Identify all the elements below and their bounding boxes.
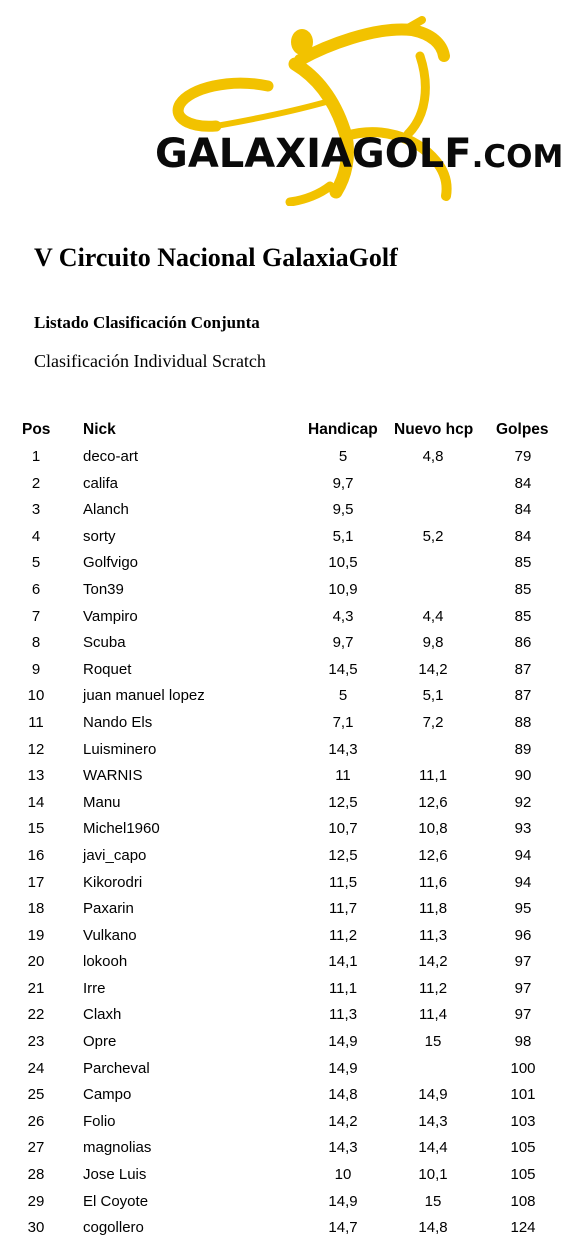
cell-golpes: 108 [510, 1192, 536, 1210]
cell-nuevo-hcp: 11,8 [418, 900, 448, 918]
cell-pos: 27 [27, 1139, 45, 1157]
cell-nuevo-hcp: 5,1 [422, 687, 444, 705]
table-row [0, 923, 563, 950]
cell-nick: Jose Luis [83, 1166, 147, 1184]
cell-pos: 21 [27, 979, 45, 997]
table-row [0, 471, 563, 498]
table-row [0, 497, 563, 524]
cell-handicap: 14,8 [328, 1086, 358, 1104]
cell-nuevo-hcp: 4,8 [422, 448, 444, 465]
cell-nuevo-hcp: 11,3 [418, 926, 448, 944]
cell-nick: deco-art [83, 448, 139, 465]
cell-nick: Roquet [83, 660, 132, 678]
cell-nick: Luisminero [83, 740, 157, 758]
cell-golpes: 87 [514, 687, 532, 705]
cell-golpes: 86 [514, 634, 532, 652]
cell-golpes: 101 [510, 1086, 536, 1104]
document-title: V Circuito Nacional GalaxiaGolf [34, 243, 398, 272]
cell-nuevo-hcp: 11,2 [418, 979, 448, 997]
cell-nick: Irre [83, 979, 106, 997]
cell-golpes: 97 [514, 979, 532, 997]
cell-golpes: 85 [514, 580, 532, 598]
document-subtitle: Listado Clasificación Conjunta [34, 313, 260, 332]
cell-golpes: 96 [514, 926, 532, 944]
cell-nick: Claxh [83, 1006, 122, 1024]
table-row [0, 710, 563, 737]
cell-handicap: 10,7 [328, 820, 358, 838]
cell-nick: Campo [83, 1086, 132, 1104]
table-row [0, 604, 563, 631]
cell-golpes: 103 [510, 1112, 536, 1130]
table-row [0, 1002, 563, 1029]
cell-pos: 24 [27, 1059, 45, 1077]
table-row [0, 976, 563, 1003]
golfer-swoosh-icon [150, 16, 500, 206]
table-row [0, 444, 563, 471]
cell-golpes: 94 [514, 873, 532, 891]
cell-handicap: 14,2 [328, 1112, 358, 1130]
cell-handicap: 14,9 [328, 1059, 358, 1077]
cell-nick: Folio [83, 1112, 116, 1130]
cell-nuevo-hcp: 4,4 [422, 607, 444, 625]
cell-nick: magnolias [83, 1139, 152, 1157]
cell-pos: 5 [31, 554, 41, 572]
cell-nick: El Coyote [83, 1192, 149, 1210]
cell-nick: cogollero [83, 1219, 144, 1237]
cell-pos: 29 [27, 1192, 45, 1210]
cell-golpes: 105 [510, 1166, 536, 1184]
cell-handicap: 11,7 [328, 900, 358, 918]
cell-nuevo-hcp: 11,6 [418, 873, 448, 891]
cell-nuevo-hcp: 9,8 [422, 634, 444, 652]
cell-nick: Michel1960 [83, 820, 160, 838]
table-row [0, 577, 563, 604]
cell-pos: 15 [27, 820, 45, 838]
cell-nuevo-hcp: 12,6 [418, 793, 448, 811]
table-row [0, 657, 563, 684]
cell-handicap: 10,9 [328, 580, 358, 598]
cell-nick: Ton39 [83, 580, 124, 598]
cell-handicap: 7,1 [332, 713, 354, 731]
table-row [0, 683, 563, 710]
cell-pos: 10 [27, 687, 45, 705]
cell-nick: Alanch [83, 501, 129, 519]
cell-nick: Manu [83, 793, 121, 811]
cell-nick: Kikorodri [83, 873, 143, 891]
cell-nuevo-hcp: 14,9 [418, 1086, 448, 1104]
cell-handicap: 5,1 [332, 527, 354, 545]
cell-nuevo-hcp: 15 [424, 1033, 442, 1051]
cell-nuevo-hcp: 14,3 [418, 1112, 448, 1130]
table-row [0, 843, 563, 870]
cell-handicap: 14,5 [328, 660, 358, 678]
table-row [0, 1215, 563, 1242]
cell-pos: 30 [27, 1219, 45, 1237]
cell-nick: sorty [83, 527, 116, 545]
cell-golpes: 105 [510, 1139, 536, 1157]
cell-nick: Paxarin [83, 900, 134, 918]
table-row [0, 630, 563, 657]
cell-nuevo-hcp: 11,4 [418, 1006, 448, 1024]
cell-handicap: 12,5 [328, 846, 358, 864]
cell-pos: 26 [27, 1112, 45, 1130]
cell-golpes: 97 [514, 1006, 532, 1024]
cell-nick: califa [83, 474, 119, 492]
cell-nuevo-hcp: 7,2 [422, 713, 444, 731]
cell-nuevo-hcp: 10,1 [418, 1166, 448, 1184]
cell-handicap: 14,1 [328, 953, 358, 971]
cell-handicap: 5 [338, 687, 348, 705]
cell-nuevo-hcp: 11,1 [418, 767, 448, 785]
cell-handicap: 11,2 [328, 926, 358, 944]
table-row [0, 1162, 563, 1189]
cell-pos: 13 [27, 767, 45, 785]
cell-nick: lokooh [83, 953, 128, 971]
galaxiagolf-logo [150, 16, 563, 206]
cell-pos: 1 [31, 448, 41, 465]
cell-pos: 23 [27, 1033, 45, 1051]
logo-suffix-text: .COM [471, 139, 563, 175]
cell-nuevo-hcp: 12,6 [418, 846, 448, 864]
cell-pos: 22 [27, 1006, 45, 1024]
cell-handicap: 14,3 [328, 740, 358, 758]
cell-handicap: 10 [334, 1166, 352, 1184]
header-handicap: Handicap [308, 421, 378, 438]
cell-handicap: 4,3 [332, 607, 354, 625]
cell-golpes: 87 [514, 660, 532, 678]
cell-handicap: 11,1 [328, 979, 358, 997]
cell-nick: Vampiro [83, 607, 138, 625]
cell-nick: Vulkano [83, 926, 137, 944]
cell-nuevo-hcp: 14,4 [418, 1139, 448, 1157]
cell-golpes: 89 [514, 740, 532, 758]
table-row [0, 1189, 563, 1216]
header-nick: Nick [83, 421, 116, 438]
cell-pos: 8 [31, 634, 41, 652]
cell-handicap: 9,7 [332, 634, 354, 652]
table-row [0, 896, 563, 923]
table-row [0, 1082, 563, 1109]
cell-handicap: 14,7 [328, 1219, 358, 1237]
results-table [0, 416, 563, 1242]
cell-pos: 17 [27, 873, 45, 891]
table-row [0, 1135, 563, 1162]
table-row [0, 949, 563, 976]
cell-pos: 28 [27, 1166, 45, 1184]
cell-pos: 25 [27, 1086, 45, 1104]
logo-wordmark [155, 131, 563, 177]
cell-golpes: 124 [510, 1219, 536, 1237]
table-row [0, 870, 563, 897]
cell-nick: Golfvigo [83, 554, 139, 572]
cell-handicap: 11 [335, 767, 351, 785]
cell-nuevo-hcp: 14,2 [418, 660, 448, 678]
cell-golpes: 95 [514, 900, 532, 918]
cell-golpes: 88 [514, 713, 532, 731]
cell-nick: Parcheval [83, 1059, 150, 1077]
cell-pos: 4 [31, 527, 41, 545]
table-row [0, 550, 563, 577]
table-row [0, 763, 563, 790]
cell-handicap: 14,3 [328, 1139, 358, 1157]
cell-pos: 6 [31, 580, 41, 598]
cell-handicap: 11,5 [328, 873, 358, 891]
table-row [0, 1029, 563, 1056]
cell-pos: 20 [27, 953, 45, 971]
cell-golpes: 98 [514, 1033, 532, 1051]
cell-handicap: 9,7 [332, 474, 354, 492]
cell-handicap: 12,5 [328, 793, 358, 811]
header-nuevo-hcp: Nuevo hcp [394, 421, 474, 438]
cell-nick: Scuba [83, 634, 126, 652]
cell-handicap: 14,9 [328, 1033, 358, 1051]
table-row [0, 790, 563, 817]
table-body [0, 444, 563, 1242]
cell-handicap: 9,5 [332, 501, 354, 519]
cell-golpes: 79 [514, 448, 532, 465]
cell-handicap: 5 [338, 448, 348, 465]
table-row [0, 524, 563, 551]
cell-pos: 18 [27, 900, 45, 918]
cell-golpes: 85 [514, 554, 532, 572]
cell-nuevo-hcp: 15 [424, 1192, 442, 1210]
table-row [0, 737, 563, 764]
table-row [0, 1109, 563, 1136]
cell-pos: 19 [27, 926, 45, 944]
cell-pos: 11 [28, 713, 44, 731]
cell-nuevo-hcp: 14,8 [418, 1219, 448, 1237]
logo-main-text: GALAXIAGOLF [155, 131, 472, 177]
section-heading: Clasificación Individual Scratch [34, 351, 266, 371]
cell-pos: 2 [31, 474, 41, 492]
cell-golpes: 85 [514, 607, 532, 625]
cell-nuevo-hcp: 10,8 [418, 820, 448, 838]
table-row [0, 1056, 563, 1083]
cell-handicap: 10,5 [328, 554, 358, 572]
header-golpes: Golpes [496, 421, 549, 438]
cell-golpes: 84 [514, 501, 532, 519]
cell-nick: juan manuel lopez [83, 687, 205, 705]
cell-nuevo-hcp: 14,2 [418, 953, 448, 971]
cell-pos: 14 [27, 793, 45, 811]
cell-pos: 7 [31, 607, 41, 625]
cell-pos: 12 [27, 740, 45, 758]
cell-pos: 3 [31, 501, 41, 519]
cell-golpes: 84 [514, 474, 532, 492]
cell-golpes: 93 [514, 820, 532, 838]
table-row [0, 816, 563, 843]
cell-pos: 16 [27, 846, 45, 864]
cell-golpes: 84 [514, 527, 532, 545]
cell-golpes: 90 [514, 767, 532, 785]
cell-pos: 9 [31, 660, 41, 678]
cell-nick: WARNIS [83, 767, 143, 785]
cell-nick: javi_capo [83, 846, 147, 864]
header-pos: Pos [22, 421, 51, 438]
cell-golpes: 97 [514, 953, 532, 971]
cell-golpes: 100 [510, 1059, 536, 1077]
cell-handicap: 14,9 [328, 1192, 358, 1210]
cell-handicap: 11,3 [328, 1006, 358, 1024]
table-header-row [0, 416, 563, 444]
cell-nuevo-hcp: 5,2 [422, 527, 444, 545]
cell-golpes: 92 [514, 793, 532, 811]
cell-nick: Opre [83, 1033, 117, 1051]
cell-golpes: 94 [514, 846, 532, 864]
cell-nick: Nando Els [83, 713, 153, 731]
